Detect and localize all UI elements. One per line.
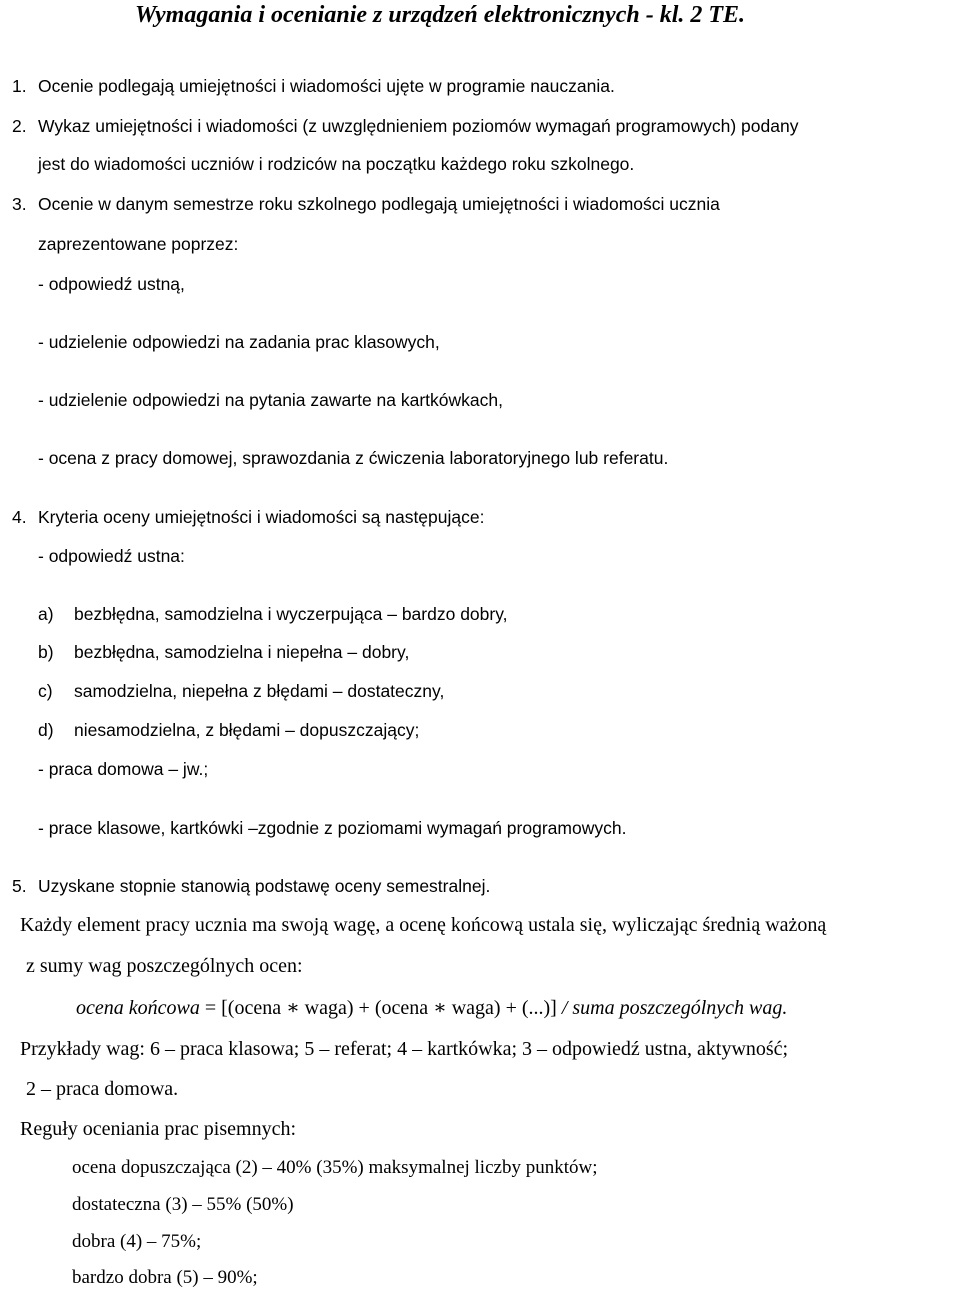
criteria-text: samodzielna, niepełna z błędami – dostateczny, — [74, 681, 445, 701]
item-3-number: 3. — [12, 194, 27, 214]
formula-body: [(ocena ∗ waga) + (ocena ∗ waga) + (...)] — [221, 997, 557, 1019]
item-2-number: 2. — [12, 116, 27, 136]
item-3-list-item: - udzielenie odpowiedzi na pytania zawarte na kartkówkach, — [38, 390, 503, 410]
item-3-text-cont: zaprezentowane poprzez: — [38, 234, 239, 254]
item-2-text: Wykaz umiejętności i wiadomości (z uwzględnieniem poziomów wymagań programowych) podany — [38, 116, 799, 136]
rule-item: dobra (4) – 75%; — [72, 1231, 202, 1252]
weights-intro-cont: z sumy wag poszczególnych ocen: — [26, 955, 303, 977]
formula-lhs: ocena końcowa — [76, 997, 200, 1019]
criteria-letter: d) — [38, 720, 54, 740]
weight-examples-cont: 2 – praca domowa. — [26, 1078, 179, 1100]
rule-item: bardzo dobra (5) – 90%; — [72, 1267, 258, 1288]
item-1-text: Ocenie podlegają umiejętności i wiadomości ujęte w programie nauczania. — [38, 76, 615, 96]
criteria-letter: b) — [38, 642, 54, 662]
item-3-list-item: - ocena z pracy domowej, sprawozdania z ćwiczenia laboratoryjnego lub referatu. — [38, 448, 669, 468]
formula-rhs: / suma poszczególnych wag. — [561, 997, 788, 1019]
formula-equals: = — [204, 997, 217, 1019]
item-2-text-cont: jest do wiadomości uczniów i rodziców na początku każdego roku szkolnego. — [38, 154, 635, 174]
criteria-letter: c) — [38, 681, 53, 701]
weights-intro: Każdy element pracy ucznia ma swoją wagę, a ocenę końcową ustala się, wyliczając średnią ważoną — [20, 914, 827, 936]
classwork-criteria: - prace klasowe, kartkówki –zgodnie z poziomami wymagań programowych. — [38, 818, 627, 838]
rule-item: ocena dopuszczająca (2) – 40% (35%) maksymalnej liczby punktów; — [72, 1157, 598, 1178]
item-3-list-item: - udzielenie odpowiedzi na zadania prac klasowych, — [38, 332, 440, 352]
weight-examples: Przykłady wag: 6 – praca klasowa; 5 – referat; 4 – kartkówka; 3 – odpowiedź ustna, aktywność; — [20, 1038, 789, 1060]
oral-answer-heading: - odpowiedź ustna: — [38, 546, 185, 566]
homework-criteria: - praca domowa – jw.; — [38, 759, 209, 779]
written-work-rules-heading: Reguły oceniania prac pisemnych: — [20, 1118, 297, 1140]
criteria-text: niesamodzielna, z błędami – dopuszczający; — [74, 720, 420, 740]
item-1-number: 1. — [12, 76, 27, 96]
final-grade-formula — [76, 995, 787, 1020]
criteria-text: bezbłędna, samodzielna i niepełna – dobry, — [74, 642, 410, 662]
criteria-text: bezbłędna, samodzielna i wyczerpująca – bardzo dobry, — [74, 604, 508, 624]
item-3-text: Ocenie w danym semestrze roku szkolnego podlegają umiejętności i wiadomości ucznia — [38, 194, 720, 214]
item-5-number: 5. — [12, 876, 27, 896]
rule-item: dostateczna (3) – 55% (50%) — [72, 1194, 294, 1215]
criteria-letter: a) — [38, 604, 54, 624]
item-4-text: Kryteria oceny umiejętności i wiadomości są następujące: — [38, 507, 485, 527]
item-3-list-item: - odpowiedź ustną, — [38, 274, 185, 294]
item-4-number: 4. — [12, 507, 27, 527]
document-title: Wymagania i ocenianie z urządzeń elektronicznych - kl. 2 TE. — [135, 2, 746, 28]
item-5-text: Uzyskane stopnie stanowią podstawę oceny semestralnej. — [38, 876, 491, 896]
